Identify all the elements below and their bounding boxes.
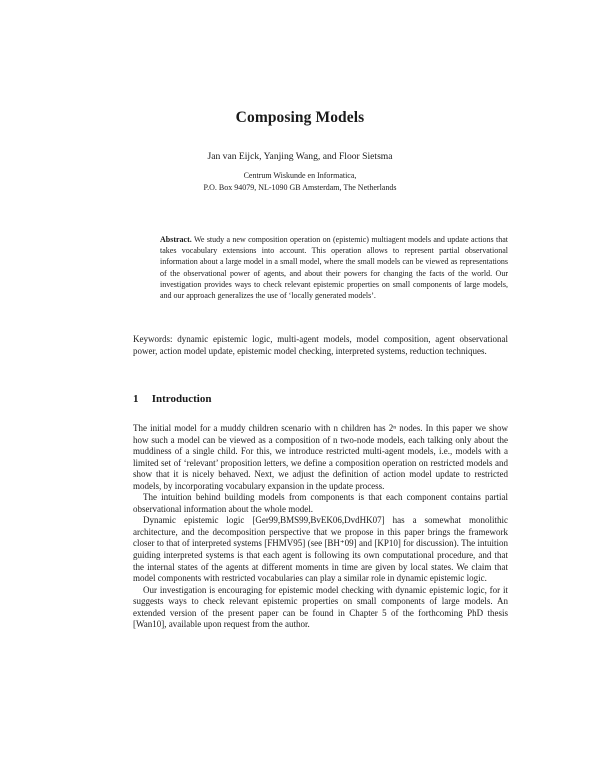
paragraph: Dynamic epistemic logic [Ger99,BMS99,BvEK06,DvdHK07] has a somewhat monolithic architecture, and the decomposition perspective that we propose in this paper brings the framework closer to that of interpreted systems [FHMV95] (see [BH⁺09] and [KP10] for discussion). The intuition guiding interpreted systems is that each agent is following its own computational procedure, and that the internal states of the agents at different moments in time are given by local states. We claim that model components with restricted vocabularies can play a similar role in dynamic epistemic logic. [133,515,508,584]
keywords: Keywords: dynamic epistemic logic, multi-agent models, model composition, agent observational power, action model update, epistemic model checking, interpreted systems, reduction techniques. [133,334,508,357]
section-body [133,423,508,631]
affiliation-line-1: Centrum Wiskunde en Informatica, [243,171,357,180]
paragraph: The initial model for a muddy children scenario with n children has 2ⁿ nodes. In this paper we show how such a model can be viewed as a composition of n two-node models, each talking only about the muddiness of a single child. For this, we introduce restricted multi-agent models, i.e., models with a limited set of ‘relevant’ proposition letters, we define a composition operation on restricted models and show that it is nicely behaved. Next, we adjust the definition of action model update to restricted models, by incorporating vocabulary expansion in the update process. [133,423,508,491]
section-title: Introduction [151,393,212,405]
affiliation [0,170,600,193]
abstract-label: Abstract. [160,235,192,244]
abstract [160,234,508,301]
paper-title: Composing Models [235,109,365,126]
paragraph: Our investigation is encouraging for epistemic model checking with dynamic epistemic logic, for it suggests ways to check relevant epistemic properties on small components of large models. An extended version of the present paper can be found in Chapter 5 of the forthcoming PhD thesis [Wan10], available upon request from the author. [133,584,508,630]
author-list: Jan van Eijck, Yanjing Wang, and Floor Sietsma [207,151,393,162]
section-number: 1 [133,393,139,405]
abstract-text: We study a new composition operation on (epistemic) multiagent models and update actions that takes vocabulary extensions into account. This operation allows to represent partial observational information about a large model in a small model, where the small models can be viewed as representations of the observational power of agents, and about their powers for changing the facts of the world. Our investigation provides ways to check relevant epistemic properties on small components of large models, and our approach generalizes the use of ‘locally generated models’. [160,235,508,301]
section-heading [133,393,508,405]
affiliation-line-2: P.O. Box 94079, NL-1090 GB Amsterdam, The Netherlands [203,182,397,192]
paragraph: The intuition behind building models from components is that each component contains partial observational information about the whole model. [133,492,508,514]
